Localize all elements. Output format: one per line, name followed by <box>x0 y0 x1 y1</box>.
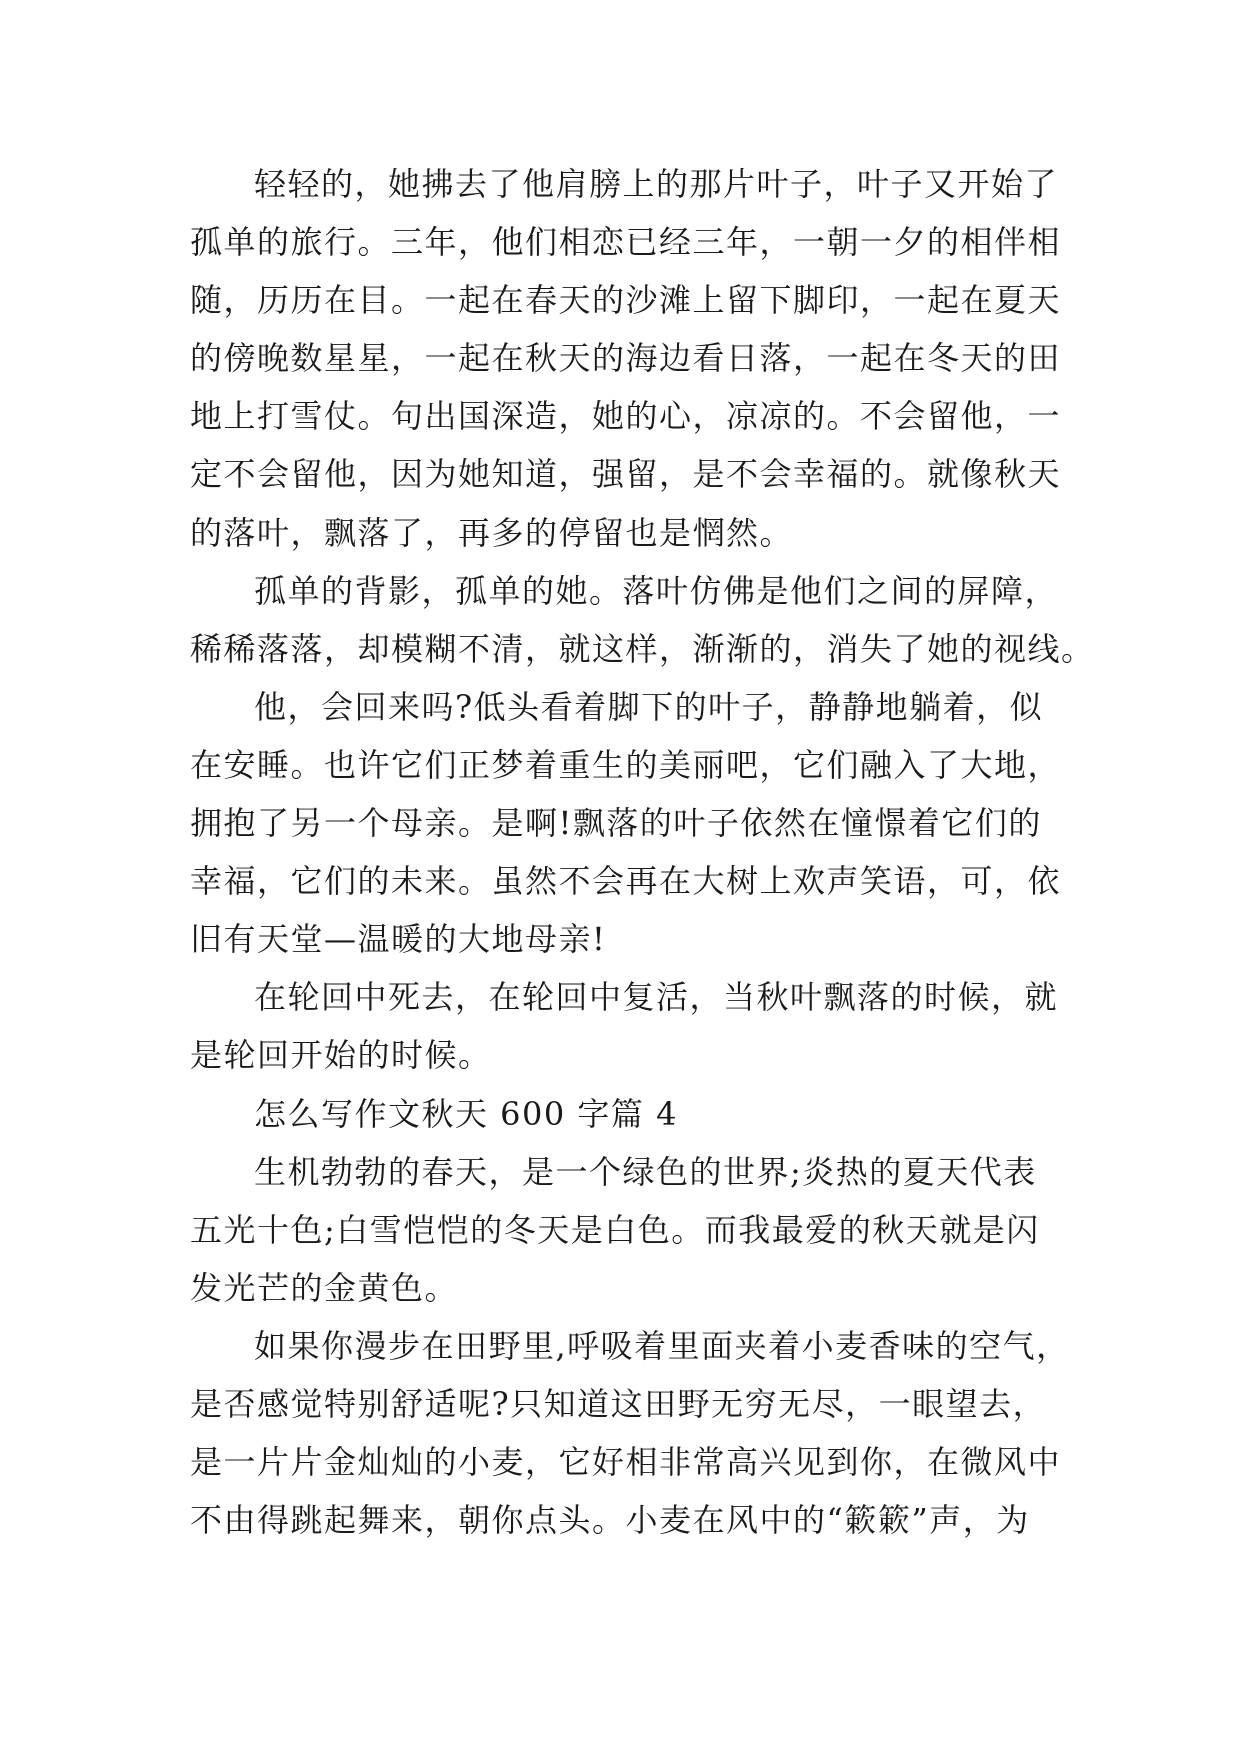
text-line: 在安睡。也许它们正梦着重生的美丽吧，它们融入了大地， <box>190 745 1062 784</box>
text-line: 的落叶，飘落了，再多的停留也是惘然。 <box>190 513 794 552</box>
text-line: 在轮回中死去，在轮回中复活，当秋叶飘落的时候，就 <box>254 978 1059 1017</box>
text-line: 随，历历在目。一起在春天的沙滩上留下脚印，一起在夏天 <box>190 281 1062 320</box>
text-line: 他，会回来吗?低头看着脚下的叶子，静静地躺着，似 <box>254 687 1044 726</box>
text-line: 是否感觉特别舒适呢?只知道这田野无穷无尽，一眼望去， <box>190 1384 1047 1423</box>
text-line: 是轮回开始的时候。 <box>190 1036 492 1075</box>
text-line: 地上打雪仗。句出国深造，她的心，凉凉的。不会留他，一 <box>190 397 1062 436</box>
text-line: 定不会留他，因为她知道，强留，是不会幸福的。就像秋天 <box>190 455 1062 494</box>
text-line: 的傍晚数星星，一起在秋天的海边看日落，一起在冬天的田 <box>190 339 1062 378</box>
text-line: 孤单的旅行。三年，他们相恋已经三年，一朝一夕的相伴相 <box>190 223 1062 262</box>
text-line: 拥抱了另一个母亲。是啊!飘落的叶子依然在憧憬着它们的 <box>190 804 1042 843</box>
text-line: 五光十色;白雪恺恺的冬天是白色。而我最爱的秋天就是闪 <box>190 1210 1040 1249</box>
text-line: 孤单的背影，孤单的她。落叶仿佛是他们之间的屏障， <box>254 571 1059 610</box>
text-line: 怎么写作文秋天 600 字篇 4 <box>254 1094 678 1133</box>
text-line: 轻轻的，她拂去了他肩膀上的那片叶子，叶子又开始了 <box>254 165 1059 203</box>
text-line: 如果你漫步在田野里,呼吸着里面夹着小麦香味的空气， <box>254 1326 1070 1365</box>
body-text <box>190 155 1095 1549</box>
text-line: 不由得跳起舞来，朝你点头。小麦在风中的“簌簌”声，为 <box>190 1501 1030 1540</box>
text-line: 旧有天堂—温暖的大地母亲! <box>190 920 607 959</box>
text-line: 是一片片金灿灿的小麦，它好相非常高兴见到你，在微风中 <box>190 1443 1062 1482</box>
text-line: 生机勃勃的春天，是一个绿色的世界;炎热的夏天代表 <box>254 1152 1037 1191</box>
text-line: 发光芒的金黄色。 <box>190 1268 459 1307</box>
text-line: 幸福，它们的未来。虽然不会再在大树上欢声笑语，可，依 <box>190 862 1062 901</box>
text-line: 稀稀落落，却模糊不清，就这样，渐渐的，消失了她的视线。 <box>190 629 1095 668</box>
